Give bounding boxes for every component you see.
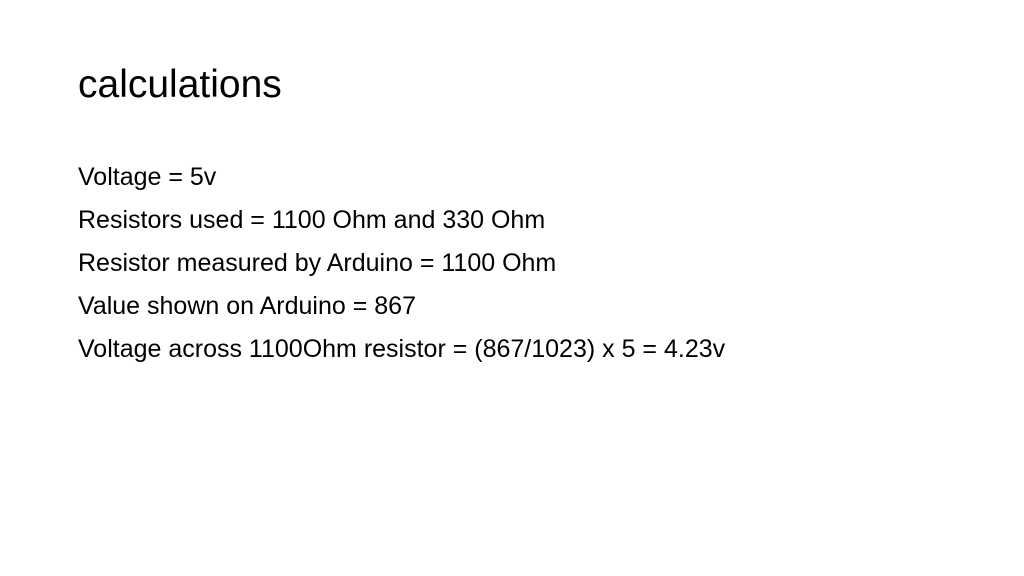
slide-title: calculations xyxy=(78,63,282,106)
slide-body xyxy=(78,156,978,371)
body-line-resistors-used: Resistors used = 1100 Ohm and 330 Ohm xyxy=(78,206,546,234)
body-line-voltage-across: Voltage across 1100Ohm resistor = (867/1023) x 5 = 4.23v xyxy=(78,335,726,363)
body-line-voltage: Voltage = 5v xyxy=(78,163,217,191)
body-line-value-shown: Value shown on Arduino = 867 xyxy=(78,292,416,320)
body-line-resistor-measured: Resistor measured by Arduino = 1100 Ohm xyxy=(78,249,557,277)
